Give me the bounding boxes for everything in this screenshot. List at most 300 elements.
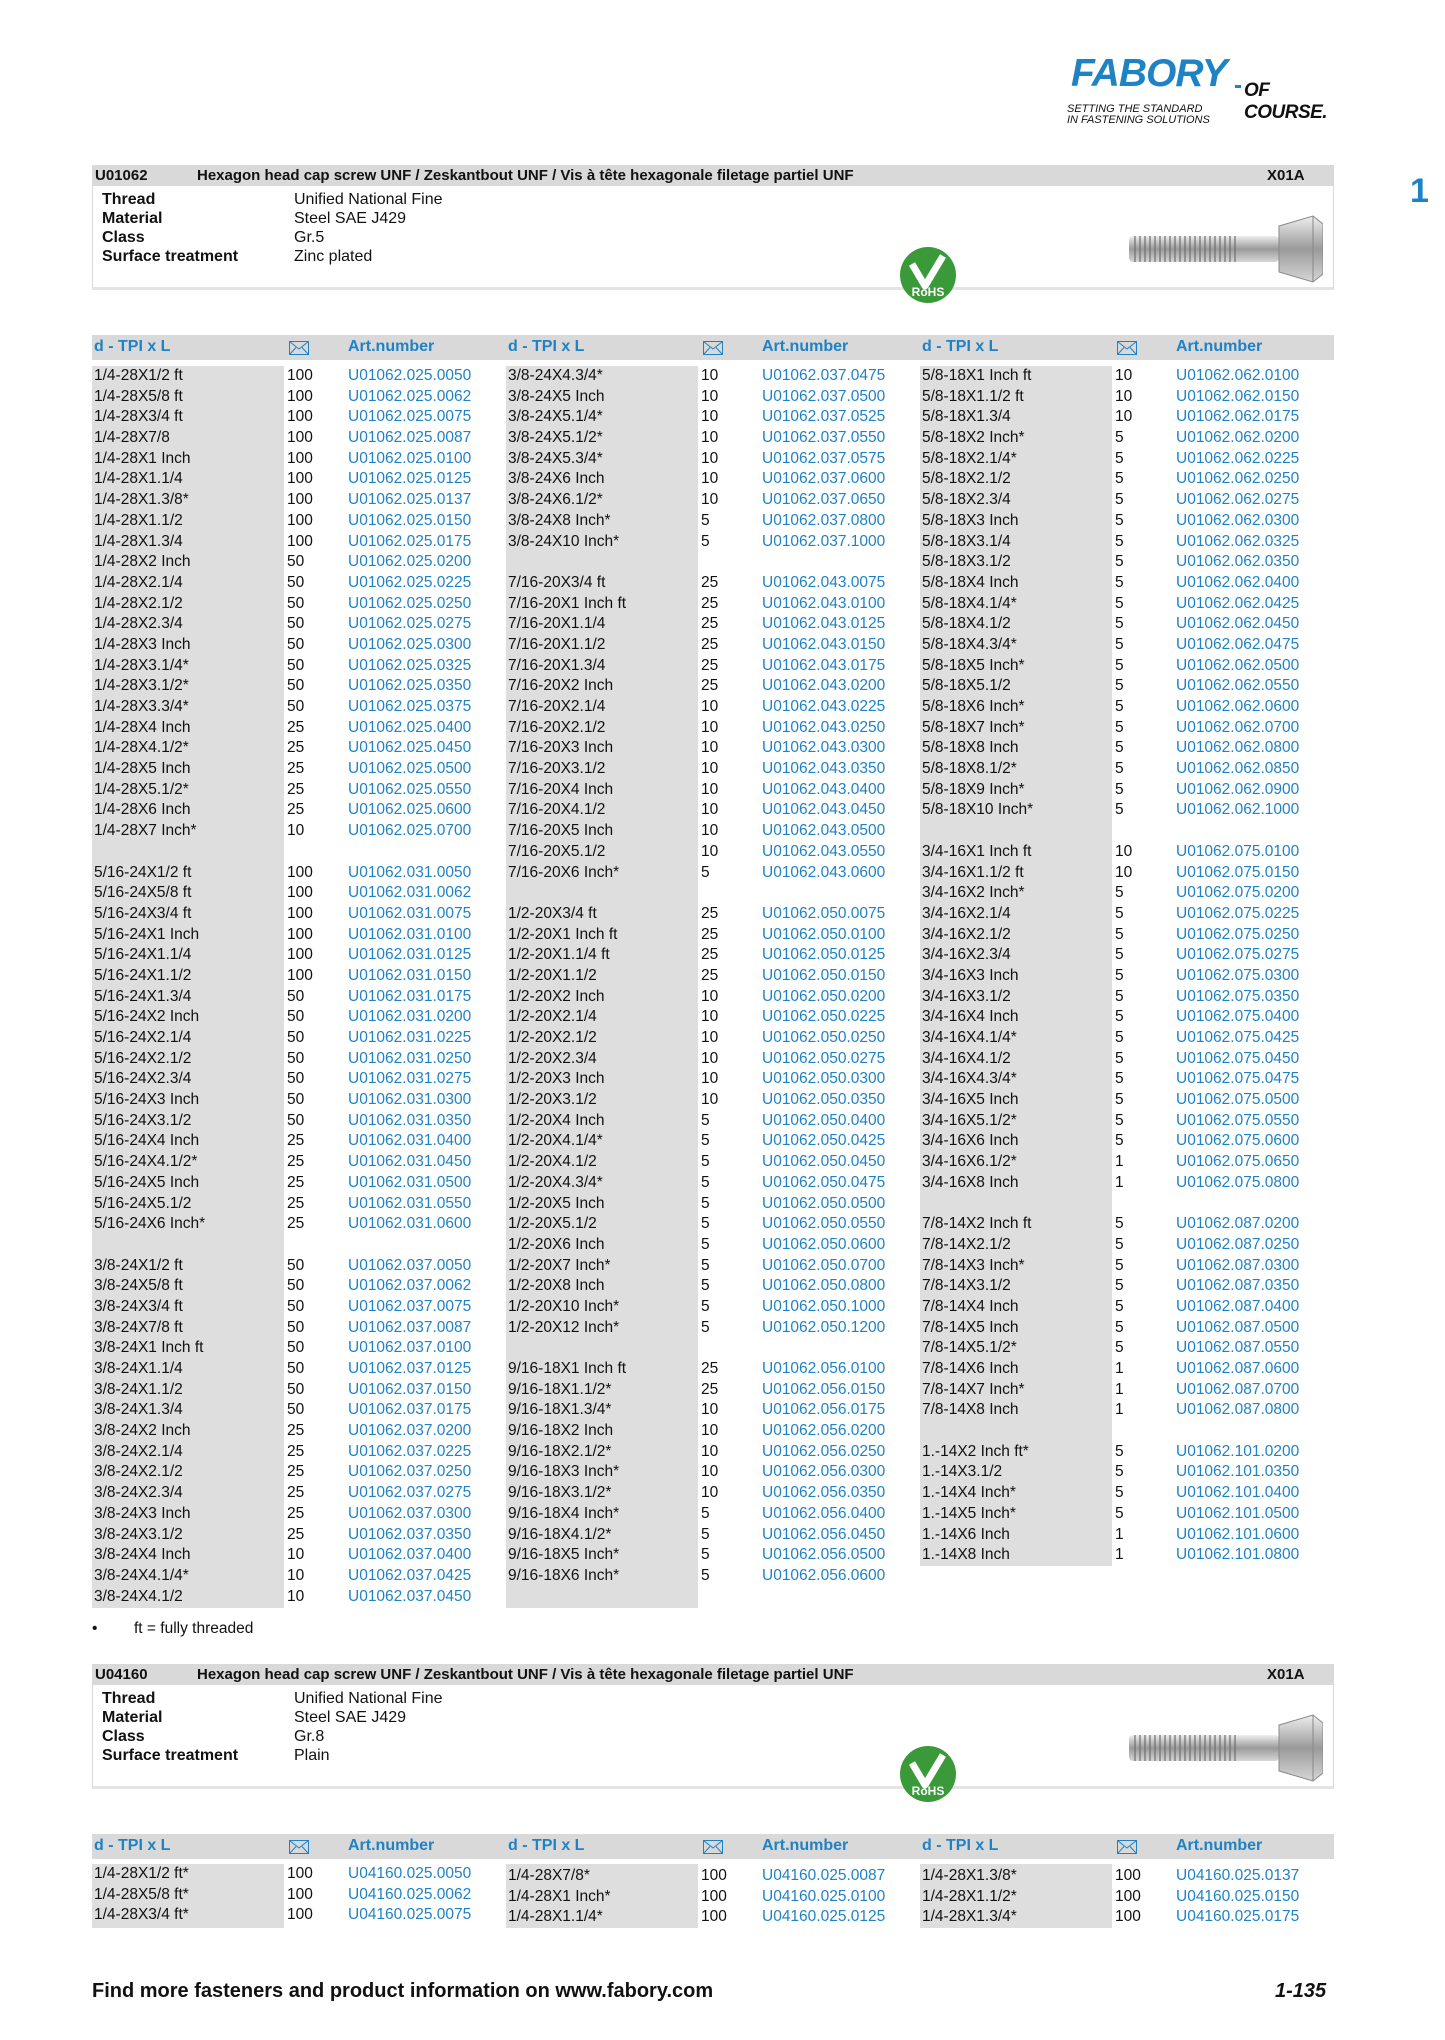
table-row [94,883,499,904]
section-header [92,1664,1334,1685]
table-row [922,987,1327,1008]
table-row [922,1545,1327,1566]
table-row [922,1318,1327,1339]
product-reference: X01A [1267,167,1305,184]
size-cell: 1/4-28X1.3/8* [94,491,189,509]
table-row [94,1525,499,1546]
article-number-cell: U01062.037.0550 [762,429,886,447]
size-cell: 1/4-28X3 Inch [94,635,191,653]
quantity-cell: 5 [1115,1091,1124,1109]
table-row [508,1887,913,1908]
table-row [94,635,499,656]
size-cell: 7/16-20X2 Inch [508,677,614,695]
article-number-cell: U01062.062.0225 [1176,449,1300,467]
table-row [508,656,913,677]
quantity-cell: 5 [1115,925,1124,943]
article-number-cell: U01062.043.0300 [762,739,886,757]
table-row [94,1338,499,1359]
quantity-cell: 50 [287,1049,305,1067]
article-number-cell: U01062.075.0550 [1176,1111,1300,1129]
size-cell: 3/8-24X3.1/2 [94,1525,183,1543]
table-row [94,697,499,718]
quantity-cell: 5 [701,1525,710,1543]
size-cell: 1/2-20X12 Inch* [508,1318,620,1336]
quantity-cell: 5 [1115,594,1124,612]
table-row [922,407,1327,428]
article-number-cell: U01062.043.0225 [762,698,886,715]
quantity-cell: 10 [1115,408,1133,426]
quantity-cell: 10 [701,470,719,488]
table-row [922,1111,1327,1132]
article-number-cell: U01062.056.0250 [762,1442,886,1460]
size-cell: 1/2-20X1.1/4 ft [508,946,610,964]
quantity-cell: 10 [1115,387,1133,405]
table-row [922,469,1327,490]
table-row [508,1276,913,1297]
table-row [508,490,913,511]
size-cell: 7/16-20X3 Inch [508,739,614,757]
quantity-cell: 5 [1115,946,1124,964]
article-number-cell: U01062.087.0600 [1176,1360,1300,1377]
quantity-cell: 50 [287,573,305,591]
quantity-cell: 50 [287,1091,305,1109]
table-row [94,511,499,532]
quantity-cell: 10 [701,491,719,509]
size-cell: 3/8-24X4.1/4* [94,1566,189,1584]
table-spacer-row [922,1194,1327,1215]
table-spacer-row [922,821,1327,842]
size-cell: 1/4-28X1.1/4 [94,470,183,488]
quantity-cell: 100 [701,1887,727,1905]
size-cell: 3/8-24X7/8 ft [94,1318,183,1336]
quantity-cell: 1 [1115,1153,1124,1171]
table-row [94,780,499,801]
article-number-cell: U04160.025.0050 [348,1865,472,1882]
article-number-cell: U01062.037.0175 [348,1401,472,1419]
table-row [508,1235,913,1256]
table-row [94,1049,499,1070]
quantity-cell: 10 [701,1029,719,1046]
size-cell: 1/4-28X5/8 ft [94,387,183,405]
table-row [922,449,1327,470]
column-header-art: Art.number [762,1837,849,1854]
table-row [922,573,1327,594]
table-row [94,1256,499,1277]
table-row [94,1214,499,1235]
article-number-cell: U01062.050.0200 [762,987,886,1005]
quantity-cell: 10 [701,1070,719,1088]
table-row [94,738,499,759]
article-number-cell: U01062.087.0300 [1176,1256,1300,1274]
quantity-cell: 50 [287,1360,305,1377]
bolt-image-icon [1123,1707,1323,1787]
quantity-cell: 5 [701,511,710,529]
quantity-cell: 50 [287,1029,305,1046]
table-row [94,1442,499,1463]
size-cell: 5/16-24X2.1/2 [94,1049,192,1067]
quantity-cell: 5 [701,1504,710,1522]
size-cell: 3/8-24X2.1/2 [94,1463,183,1481]
table-row [508,1256,913,1277]
quantity-cell: 100 [287,863,313,881]
article-number-cell: U01062.087.0500 [1176,1318,1300,1336]
spec-label: Surface treatment [102,1747,239,1764]
article-number-cell: U01062.062.0300 [1176,511,1300,529]
quantity-cell: 100 [287,925,313,943]
spec-value: Gr.5 [294,229,325,246]
size-cell: 1/2-20X7 Inch* [508,1256,611,1274]
table-row [94,552,499,573]
article-number-cell: U01062.056.0175 [762,1401,886,1419]
envelope-icon [703,1840,723,1854]
size-cell: 1/2-20X4.3/4* [508,1173,603,1191]
quantity-cell: 25 [701,677,719,695]
size-cell: 3/8-24X2 Inch [94,1422,191,1440]
article-number-cell: U01062.031.0350 [348,1111,472,1129]
table-row [508,966,913,987]
table-row [922,1069,1327,1090]
quantity-cell: 25 [701,966,719,984]
quantity-cell: 50 [287,1256,305,1274]
table-spacer-row [508,1338,913,1359]
size-cell: 3/4-16X2.3/4 [922,946,1011,964]
quantity-cell: 50 [287,1277,305,1295]
quantity-cell: 5 [1115,635,1124,653]
logo-tagline: SETTING THE STANDARD IN FASTENING SOLUTIONS [1067,103,1210,126]
article-number-cell: U01062.031.0600 [348,1215,472,1233]
quantity-cell: 50 [287,1318,305,1336]
article-number-cell: U01062.025.0200 [348,553,472,571]
size-cell: 1/2-20X6 Inch [508,1235,605,1253]
size-cell: 5/16-24X2 Inch [94,1008,200,1026]
size-cell: 7/8-14X2 Inch ft [922,1215,1032,1233]
article-number-cell: U01062.062.0600 [1176,698,1300,715]
size-cell: 7/8-14X2.1/2 [922,1235,1011,1253]
article-number-cell: U01062.062.0250 [1176,470,1300,488]
table-spacer-row [922,1421,1327,1442]
quantity-cell: 25 [287,1463,305,1481]
table-row [94,1007,499,1028]
size-cell: 5/16-24X6 Inch* [94,1215,206,1233]
article-number-cell: U01062.037.0200 [348,1422,472,1440]
table-row [508,800,913,821]
article-number-cell: U01062.025.0125 [348,470,472,488]
article-number-cell: U01062.050.0250 [762,1029,886,1046]
size-cell: 3/8-24X1/2 ft [94,1256,183,1274]
article-number-cell: U01062.087.0350 [1176,1277,1300,1295]
quantity-cell: 10 [701,1442,719,1460]
size-cell: 3/8-24X6 Inch [508,470,605,488]
size-cell: 5/16-24X1.1/2 [94,966,192,984]
table-row [94,366,499,387]
size-cell: 7/16-20X1 Inch ft [508,594,627,612]
quantity-cell: 100 [1115,1908,1141,1926]
article-number-cell: U01062.056.0150 [762,1380,886,1398]
envelope-icon [1117,341,1137,355]
article-number-cell: U01062.043.0150 [762,635,886,653]
size-cell: 3/4-16X5.1/2* [922,1111,1017,1129]
article-number-cell: U01062.043.0600 [762,863,886,881]
table-row [922,1907,1327,1928]
quantity-cell: 50 [287,553,305,571]
article-number-cell: U01062.043.0125 [762,615,886,633]
size-cell: 1/4-28X7/8* [508,1867,590,1884]
article-number-cell: U01062.037.0450 [348,1587,472,1605]
size-cell: 3/4-16X4 Inch [922,1008,1019,1026]
table-row [922,1380,1327,1401]
product-title: Hexagon head cap screw UNF / Zeskantbout UNF / Vis à tête hexagonale filetage partiel UNF [197,167,854,184]
fabory-logo [1065,52,1355,132]
article-number-cell: U01062.050.1200 [762,1318,886,1336]
quantity-cell: 25 [701,946,719,964]
table-row [508,1297,913,1318]
table-row [508,469,913,490]
size-cell: 3/8-24X4.3/4* [508,367,603,384]
article-number-cell: U01062.087.0250 [1176,1235,1300,1253]
article-number-cell: U04160.025.0125 [762,1908,886,1926]
quantity-cell: 100 [287,1885,313,1903]
table-row [94,1131,499,1152]
article-number-cell: U01062.050.0450 [762,1153,886,1171]
size-cell: 1/2-20X2 Inch [508,987,605,1005]
spec-value: Zinc plated [294,248,373,265]
quantity-cell: 5 [1115,760,1124,778]
size-cell: 3/4-16X2.1/2 [922,925,1011,943]
article-number-cell: U01062.075.0100 [1176,842,1300,860]
article-number-cell: U01062.031.0150 [348,966,472,984]
table-row [922,883,1327,904]
spec-label: Thread [102,1690,156,1707]
article-number-cell: U01062.025.0225 [348,573,472,591]
spec-value: Plain [294,1747,330,1764]
article-number-cell: U01062.075.0300 [1176,966,1300,984]
size-cell: 1/2-20X1.1/2 [508,966,597,984]
table-row [508,1111,913,1132]
article-number-cell: U01062.075.0600 [1176,1132,1300,1150]
article-number-cell: U01062.056.0450 [762,1525,886,1543]
size-cell: 1/4-28X4 Inch [94,718,191,736]
size-cell: 1/4-28X2.3/4 [94,615,183,633]
article-number-cell: U01062.025.0100 [348,449,472,467]
envelope-icon [703,341,723,355]
table-row [922,1235,1327,1256]
table-row [94,987,499,1008]
quantity-cell: 25 [701,656,719,674]
quantity-cell: 25 [701,1360,719,1377]
quantity-cell: 10 [701,1484,719,1502]
size-cell: 9/16-18X4.1/2* [508,1525,612,1543]
quantity-cell: 5 [1115,1008,1124,1026]
size-cell: 3/8-24X3/4 ft [94,1297,183,1315]
table-row [508,511,913,532]
table-row [922,697,1327,718]
spec-label: Material [102,210,163,227]
quantity-cell: 10 [701,739,719,757]
quantity-cell: 5 [1115,904,1124,922]
article-number-cell: U01062.062.0450 [1176,615,1300,633]
table-row [94,1194,499,1215]
size-cell: 7/16-20X2.1/2 [508,718,606,736]
table-row [922,1359,1327,1380]
article-number-cell: U01062.037.0650 [762,491,886,509]
size-cell: 1/4-28X3.1/2* [94,677,189,695]
size-cell: 1/2-20X4.1/2 [508,1153,597,1171]
quantity-cell: 5 [1115,884,1124,902]
table-row [922,738,1327,759]
table-row [508,738,913,759]
quantity-cell: 5 [1115,1256,1124,1274]
envelope-icon [1117,1840,1137,1854]
column-header-size: d - TPI x L [508,1837,585,1854]
article-number-cell: U01062.075.0800 [1176,1173,1300,1191]
article-number-cell: U01062.087.0200 [1176,1215,1300,1233]
article-number-cell: U01062.050.0075 [762,904,886,922]
article-number-cell: U01062.062.0400 [1176,573,1300,591]
article-number-cell: U04160.025.0062 [348,1885,472,1903]
article-number-cell: U01062.062.0325 [1176,532,1300,550]
size-cell: 1.-14X5 Inch* [922,1504,1016,1522]
size-cell: 1/4-28X7 Inch* [94,822,197,840]
size-cell: 5/16-24X5.1/2 [94,1194,192,1212]
article-number-cell: U01062.025.0375 [348,698,472,715]
article-number-cell: U01062.031.0225 [348,1029,472,1046]
table-row [94,1152,499,1173]
size-cell: 1/4-28X6 Inch [94,801,191,819]
table-row [922,552,1327,573]
article-number-cell: U01062.056.0600 [762,1566,886,1584]
article-number-cell: U01062.087.0800 [1176,1401,1300,1419]
size-cell: 7/8-14X4 Inch [922,1297,1019,1315]
quantity-cell: 10 [701,1091,719,1109]
column-header-size: d - TPI x L [922,1837,999,1854]
quantity-cell: 100 [287,470,313,488]
article-number-cell: U01062.031.0050 [348,863,472,881]
size-cell: 1/4-28X1.3/4* [922,1908,1017,1926]
table-row [94,449,499,470]
table-row [922,945,1327,966]
quantity-cell: 5 [701,1132,710,1150]
quantity-cell: 25 [701,573,719,591]
table-row [94,1297,499,1318]
quantity-cell: 25 [287,1442,305,1460]
article-number-cell: U01062.062.0100 [1176,367,1300,384]
size-cell: 5/16-24X1.3/4 [94,987,192,1005]
article-number-cell: U01062.062.0550 [1176,677,1300,695]
size-cell: 9/16-18X4 Inch* [508,1504,620,1522]
size-cell: 5/8-18X4 Inch [922,573,1019,591]
article-number-cell: U04160.025.0137 [1176,1867,1300,1884]
size-cell: 3/4-16X1.1/2 ft [922,863,1024,881]
column-header-art: Art.number [1176,1837,1263,1854]
quantity-cell: 100 [287,511,313,529]
table-row [94,1864,499,1885]
quantity-cell: 25 [287,801,305,819]
table-row [922,490,1327,511]
table-row [508,614,913,635]
article-number-cell: U01062.043.0400 [762,780,886,798]
article-number-cell: U01062.043.0075 [762,573,886,591]
table-row [94,1069,499,1090]
quantity-cell: 5 [701,863,710,881]
quantity-cell: 25 [287,1215,305,1233]
quantity-cell: 5 [1115,987,1124,1005]
size-cell: 5/16-24X1 Inch [94,925,200,943]
quantity-cell: 10 [701,718,719,736]
size-cell: 5/8-18X2.1/4* [922,449,1017,467]
article-number-cell: U01062.043.0450 [762,801,886,819]
size-cell: 3/8-24X4 Inch [94,1546,191,1564]
article-number-cell: U01062.031.0175 [348,987,472,1005]
table-row [94,676,499,697]
column-header-size: d - TPI x L [94,338,171,355]
size-cell: 9/16-18X5 Inch* [508,1546,620,1564]
quantity-cell: 50 [287,1339,305,1357]
table-row [94,966,499,987]
table-row [508,1069,913,1090]
quantity-cell: 5 [701,1318,710,1336]
table-row [508,1007,913,1028]
quantity-cell: 1 [1115,1380,1124,1398]
quantity-cell: 25 [287,1194,305,1212]
size-cell: 1/4-28X2 Inch [94,553,191,571]
size-cell: 9/16-18X2 Inch [508,1422,614,1440]
table-row [508,945,913,966]
table-spacer-row [94,1235,499,1256]
size-cell: 5/8-18X4.1/2 [922,615,1011,633]
size-cell: 3/8-24X5.1/4* [508,408,603,426]
table-row [508,1525,913,1546]
table-row [922,676,1327,697]
quantity-cell: 5 [701,1277,710,1295]
size-cell: 1/4-28X3.3/4* [94,698,189,715]
quantity-cell: 50 [287,677,305,695]
size-cell: 7/16-20X2.1/4 [508,698,606,715]
table-row [94,759,499,780]
table-row [922,1297,1327,1318]
spec-label: Class [102,229,145,246]
size-cell: 3/8-24X1.1/4 [94,1360,183,1377]
size-cell: 5/8-18X9 Inch* [922,780,1025,798]
size-cell: 5/8-18X6 Inch* [922,698,1025,715]
quantity-cell: 5 [1115,429,1124,447]
article-number-cell: U01062.037.0225 [348,1442,472,1460]
table-row [94,1885,499,1906]
quantity-cell: 1 [1115,1525,1124,1543]
article-number-cell: U01062.037.0350 [348,1525,472,1543]
table-row [94,1090,499,1111]
table-row [922,635,1327,656]
quantity-cell: 25 [287,1132,305,1150]
quantity-cell: 5 [1115,698,1124,715]
article-number-cell: U01062.025.0700 [348,822,472,840]
size-cell: 7/8-14X8 Inch [922,1401,1019,1419]
quantity-cell: 5 [1115,1029,1124,1046]
size-cell: 5/8-18X3.1/2 [922,553,1011,571]
quantity-cell: 10 [701,1401,719,1419]
article-number-cell: U01062.101.0500 [1176,1504,1300,1522]
size-cell: 3/4-16X1 Inch ft [922,842,1032,860]
size-cell: 1/2-20X2.1/2 [508,1029,597,1046]
quantity-cell: 100 [287,532,313,550]
product-section-u04160 [92,1664,1334,1798]
quantity-cell: 10 [701,1049,719,1067]
quantity-cell: 10 [701,408,719,426]
size-cell: 5/8-18X5 Inch* [922,656,1025,674]
section-header [92,165,1334,186]
table-row [94,1545,499,1566]
table-row [508,1545,913,1566]
size-cell: 1/4-28X1.1/2* [922,1887,1017,1905]
